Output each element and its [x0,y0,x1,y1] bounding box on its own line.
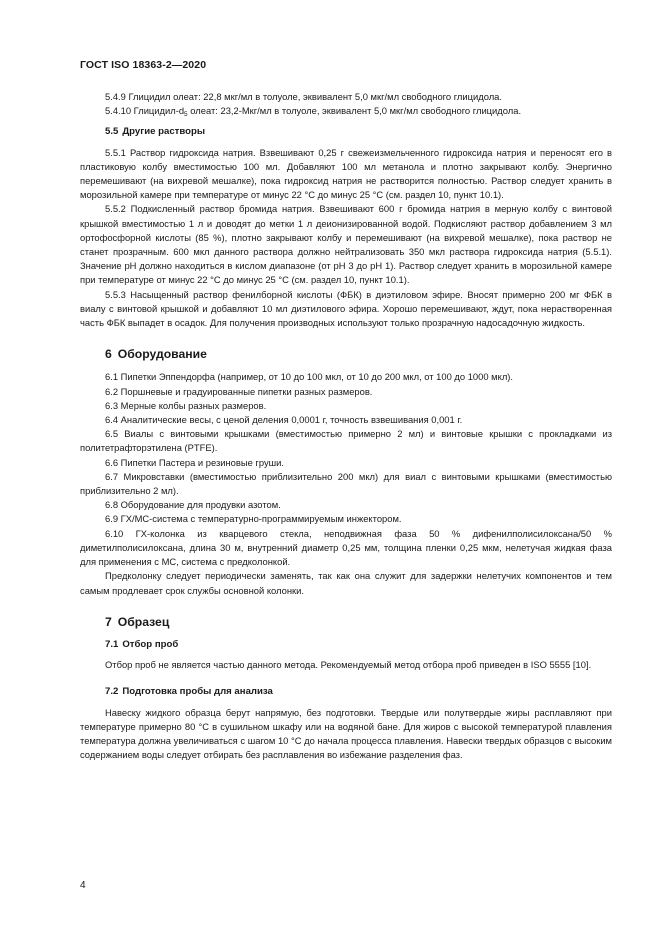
item-6-9: 6.9 ГХ/МС-система с температурно-программируемым инжектором. [105,513,402,525]
section-7-title: Образец [117,614,170,629]
section-6-heading [105,347,612,361]
item-6-5: 6.5 Виалы с винтовыми крышками (вместимостью примерно 2 мл) и винтовые крышки с прокладками из политетрафторэтилена (PTFE). [80,428,612,454]
item-5-4-10-subscript: 5 [184,111,188,119]
section-5-5-number: 5.5 [105,126,119,138]
paragraph-5-5-2: 5.5.2 Подкисленный раствор бромида натрия. Взвешивают 600 г бромида натрия в мерную колбу с винтовой крышкой вместимостью 1 л и доводят до метки 1 л деионизированной водой. Подкисляют раствор добавлением 3 мл ортофосфорной кислоты (85 %), плотно закрывают колбу и перемешивают (на вихревой мешалке), пока раствор не станет прозрачным. 600 мкл данного раствора должно нейтрализовать 350 мкл раствора гидроксида натрия (5.5.1). Значение рН должно находиться в кислом диапазоне (от рН 3 до рН 1). Раствор следует хранить в морозильной камере при температуре от минус 22 °C до минус 25 °C (см. раздел 10, пункт 10.1). [80,203,612,286]
item-6-10: 6.10 ГХ-колонка из кварцевого стекла, неподвижная фаза 50 % дифенилполисилоксана/50 % диметилполисилоксана, длина 30 м, внутренний диаметр 0,25 мм, толщина пленки 0,25 мкм, нелетучая жидкая фаза для применения с МС, система с предколонкой. [80,527,612,568]
section-7-2-heading [105,685,612,699]
section-7-1-number: 7.1 [105,638,119,650]
paragraph-5-5-1: 5.5.1 Раствор гидроксида натрия. Взвешивают 0,25 г свежеизмельченного гидроксида натрия и переносят его в пластиковую колбу вместимостью 100 мл. Добавляют 100 мл метанола и плотно закрывают колбу. Энергично перемешивают (на вихревой мешалке), пока гидроксид натрия не растворится полностью. Раствор следует хранить в морозильной камере при температуре от минус 22 °C до минус 25 °C (см. раздел 10, пункт 10.1). [80,146,612,201]
item-5-4-10-after: олеат: 23,2-Мкг/мл в толуоле, эквивалент 5,0 мкг/мл свободного глицидола. [187,105,522,117]
item-6-1: 6.1 Пипетки Эппендорфа (например, от 10 до 100 мкл, от 10 до 200 мкл, от 100 до 1000 мкл). [105,371,514,383]
item-6-3: 6.3 Мерные колбы разных размеров. [105,399,267,411]
section-6-number: 6 [105,347,112,362]
page-number: 4 [80,880,86,891]
precolumn-note: Предколонку следует периодически заменять, так как она служит для задержки нелетучих компонентов и тем самым продлевает срок службы основной колонки. [80,570,612,596]
paragraph-5-5-3: 5.5.3 Насыщенный раствор фенилборной кислоты (ФБК) в диэтиловом эфире. Вносят примерно 200 мг ФБК в виалу с винтовой крышкой и добавляют 10 мл диэтилового эфира. Хорошо перемешивают, ждут, пока нерастворенная часть ФБК выпадет в осадок. Для получения производных используют только прозрачную надосадочную жидкость. [80,288,612,329]
section-7-heading [105,615,612,629]
page-content [80,90,612,762]
section-7-1-heading [105,638,612,652]
item-5-4-9: 5.4.9 Глицидил олеат: 22,8 мкг/мл в толуоле, эквивалент 5,0 мкг/мл свободного глицидола. [105,91,502,102]
section-7-number: 7 [105,614,112,629]
paragraph-7-1: Отбор проб не является частью данного метода. Рекомендуемый метод отбора проб приведен в ISO 5555 [10]. [105,659,592,671]
item-6-6: 6.6 Пипетки Пастера и резиновые груши. [105,456,285,468]
section-5-5-heading [105,125,612,139]
section-5-5-title: Другие растворы [122,126,206,138]
item-6-4: 6.4 Аналитические весы, с ценой деления 0,0001 г, точность взвешивания 0,001 г. [105,414,463,426]
item-5-4-10-before: 5.4.10 Глицидил-d [105,105,185,117]
document-code-header: ГОСТ ISO 18363-2—2020 [80,59,207,71]
item-6-8: 6.8 Оборудование для продувки азотом. [105,499,281,511]
section-7-2-title: Подготовка пробы для анализа [122,686,273,698]
item-5-4-10 [80,104,612,118]
section-6-title: Оборудование [117,347,207,362]
section-7-1-title: Отбор проб [122,638,179,650]
item-6-7: 6.7 Микровставки (вместимостью приблизительно 200 мкл) для виал с винтовыми крышками (вместимостью приблизительно 2 мл). [80,470,612,497]
item-6-2: 6.2 Поршневые и градуированные пипетки разных размеров. [105,385,373,397]
section-7-2-number: 7.2 [105,686,119,698]
spacer [80,672,612,678]
paragraph-7-2: Навеску жидкого образца берут напрямую, без подготовки. Твердые или полутвердые жиры расплавляют при температуре примерно 80 °C в сушильном шкафу или на водяной бане. Для жиров с высокой температурой плавления температура должна увеличиваться с шагом 10 °C до начала процесса плавления. Навески твердых образцов с высоким содержанием воды следует отбирать без расплавления во избежание разделения фаз. [80,706,612,761]
